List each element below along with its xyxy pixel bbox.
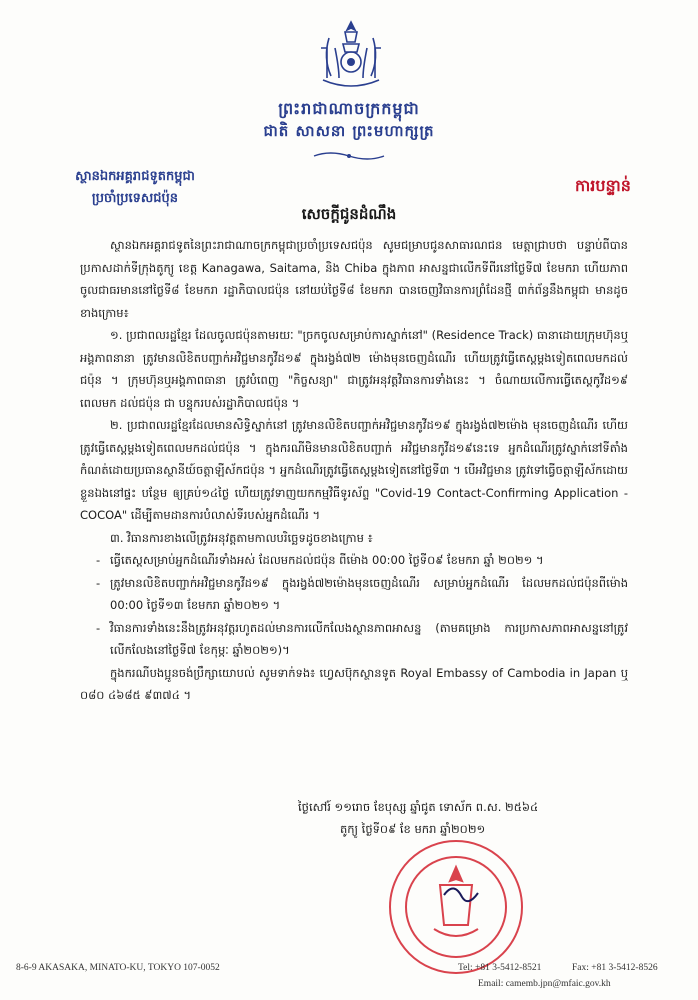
item-3: ៣. វិធានការខាងលើត្រូវអនុវត្តតាមកាលបរិច្ឆេទដូចខាងក្រោម ៖: [110, 530, 373, 545]
royal-crest-icon: [309, 18, 393, 92]
bullet-2: - ត្រូវមានលិខិតបញ្ជាក់អវិជ្ជមានកូវីដ១៩ ក្នុងរង្វង់៧២ម៉ោងមុនចេញដំណើរ សម្រាប់អ្នកដំណើរ ដែលមកដល់ជប៉ុនពីម៉ោង 00:00 ថ្ងៃទី១៣ ខែមករា ឆ្នាំ២០២១ ។: [80, 572, 628, 617]
kingdom-motto: ជាតិ សាសនា ព្រះមហាក្សត្រ: [263, 122, 435, 140]
item-2: ២. ប្រជាពលរដ្ឋខ្មែរដែលមានសិទ្ធិស្នាក់នៅ ត្រូវមានលិខិតបញ្ជាក់អវិជ្ជមានកូវីដ១៩ ក្នុងរង្វង់៧២ម៉ោង មុនចេញដំណើរ ហើយត្រូវធ្វើតេស្តម្តងទៀតពេលមកដល់ជប៉ុន ។ ក្នុងករណីមិនមានលិខិតបញ្ជាក់ អវិជ្ជមានកូវីដ១៩នេះទេ អ្នកដំណើរត្រូវស្នាក់នៅទីតាំងកំណត់ដោយប្រធានស្ថានីយ៍ចត្តាឡីស័កជប៉ុន ។ អ្នកដំណើរត្រូវធ្វើតេស្តម្តងទៀតនៅថ្ងៃទី៣ ។ បើអវិជ្ជមាន ត្រូវទៅធ្វើចត្តាឡីស័កដោយខ្លួនឯងនៅផ្ទះ បន្ថែម ឲ្យគ្រប់១៤ថ្ងៃ ហើយត្រូវទាញយកកម្មវិធីទូរស័ព្ទ "Covid-19 Contact-Confirming Application - COCOA" ដើម្បីតាមដានការបំលាស់ទីរបស់អ្នកដំណើរ ។: [80, 418, 628, 522]
footer-fax: Fax: +81 3-5412-8526: [572, 963, 658, 973]
footer-address: 8-6-9 AKASAKA, MINATO-KU, TOKYO 107-0052: [16, 963, 220, 973]
urgent-label: ការបន្ទាន់: [575, 176, 631, 195]
bullet-3: - វិធានការទាំងនេះនឹងត្រូវអនុវត្តរហូតដល់មានការលើកលែងស្ថានភាពអាសន្ន (តាមគម្រោង ការប្រកាសភាពអាសន្ននៅត្រូវលើកលែងនៅថ្ងៃទី៧ ខែកុម្ភៈ ឆ្នាំ២០២១)។: [80, 617, 628, 662]
embassy-location: ប្រចាំប្រទេសជប៉ុន: [91, 191, 179, 206]
kingdom-title: ព្រះរាជាណាចក្រកម្ពុជា: [278, 99, 420, 118]
footer-tel: Tel: +81 3-5412-8521: [458, 963, 542, 973]
bullet-1: - ធ្វើតេស្តសម្រាប់អ្នកដំណើរទាំងអស់ ដែលមកដល់ជប៉ុន ពីម៉ោង 00:00 ថ្ងៃទី០៩ ខែមករា ឆ្នាំ ២០២១ ។: [80, 549, 628, 572]
lunar-date: ថ្ងៃសៅរ៍ ១១រោច ខែបុស្ស ឆ្នាំជូត ទោស័ក ព.ស. ២៥៦៤: [298, 800, 539, 814]
footer-email: Email: camemb.jpn@mfaic.gov.kh: [478, 979, 611, 989]
item-1: ១. ប្រជាពលរដ្ឋខ្មែរ ដែលចូលជប៉ុនតាមរយៈ "ច្រកចូលសម្រាប់ការស្នាក់នៅ" (Residence Track) ធានាដោយក្រុមហ៊ុនឬអង្គភាពនានា ត្រូវមានលិខិតបញ្ជាក់អវិជ្ជមានកូវីដ១៩ ក្នុងរង្វង់៧២ ម៉ោងមុនចេញដំណើរ ហើយត្រូវធ្វើតេស្តម្តងទៀតពេលមកដល់ជប៉ុន ។ ក្រុមហ៊ុនឬអង្គភាពធានា ត្រូវបំពេញ "កិច្ចសន្យា" ជាត្រូវអនុវត្តវិធានការទាំងនេះ ។ ចំណាយលើការធ្វើតេស្តកូវីដ១៩ ពេលមក ដល់ជប៉ុន ជា បន្ទុករបស់រដ្ឋាភិបាលជប៉ុន ។: [80, 328, 628, 410]
embassy-name: ស្ថានឯកអគ្គរាជទូតកម្ពុជា: [75, 169, 195, 184]
ornament-divider: [312, 150, 386, 162]
official-seal-icon: [378, 835, 538, 980]
issue-date: តូក្យូ ថ្ងៃទី០៩ ខែ មករា ឆ្នាំ២០២១: [340, 822, 486, 836]
document-body: [80, 234, 628, 707]
intro-paragraph: ស្ថានឯកអគ្គរាជទូតនៃព្រះរាជាណាចក្រកម្ពុជាប្រចាំប្រទេសជប៉ុន សូមជម្រាបជូនសាធារណជន មេត្តាជ្រាបថា បន្ទាប់ពីបានប្រកាសដាក់ទីក្រុងតូក្យូ ខេត្ត Kanagawa, Saitama, និង Chiba ក្នុងភាព អាសន្នជាលើកទីពីរនៅថ្ងៃទី៧ ខែមករា ហើយភាពចូលជាធរមាននៅថ្ងៃទី៨ ខែមករា រដ្ឋាភិបាលជប៉ុន នៅយប់ថ្ងៃទី៨ ខែមករា បានចេញវិធានការព្រំដែនថ្មី ៣ក់ព័ន្ធនឹងកម្ពុជា មានដូចខាងក្រោម៖: [80, 238, 628, 320]
document-title: សេចក្តីជូនដំណឹង: [301, 205, 397, 223]
contact-paragraph: ក្នុងករណីបងប្អូនចង់ប្រឹក្សាយោបល់ សូមទាក់ទង៖ ហ្វេសប៊ុកស្ថានទូត Royal Embassy of Cambodia in Japan ឬ ០៨០ ៤៦៨៥ ៩៣៧៤ ។: [80, 665, 628, 702]
